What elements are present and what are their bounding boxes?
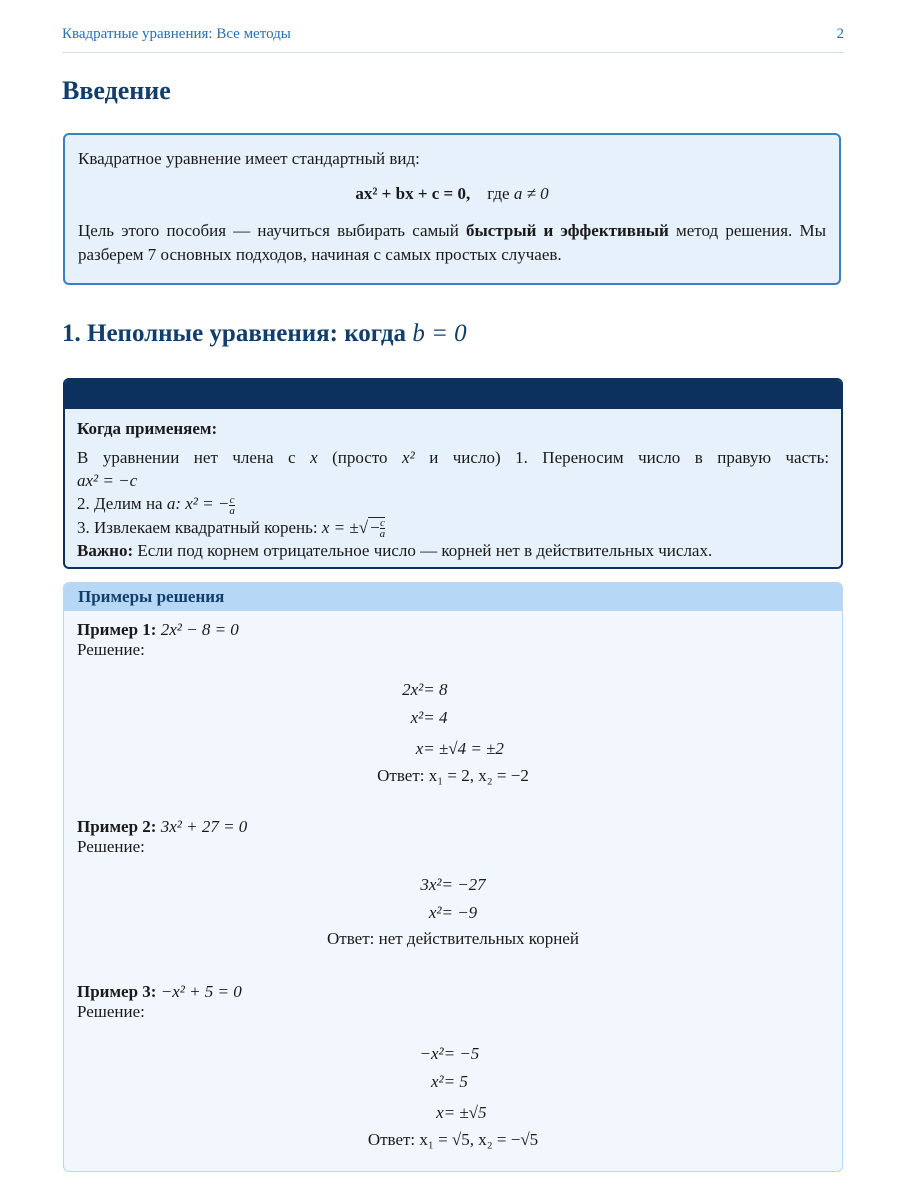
step-rhs: = −9 (441, 903, 478, 922)
step-lhs: x² (430, 1072, 444, 1091)
step-lhs: x (415, 739, 424, 758)
answer: Ответ: нет действительных корней (327, 929, 579, 948)
text: 3. Извлекаем квадратный корень: (77, 517, 318, 537)
intro-goal (78, 219, 826, 267)
rule-line1 (77, 446, 829, 469)
numerator: c (229, 493, 235, 506)
math: x (310, 448, 318, 467)
solution-label: Решение: (77, 640, 145, 659)
intro-heading: Введение (62, 76, 171, 105)
standard-form (78, 182, 826, 206)
section-heading-text: 1. Неполные уравнения: когда (62, 320, 407, 347)
step-rhs: = −27 (441, 875, 486, 894)
example-label: Пример 3: (77, 982, 157, 1001)
answer: Ответ: x₁ = √5, x₂ = −√5 (367, 1130, 539, 1149)
example-equation: −x² + 5 = 0 (160, 982, 242, 1001)
fraction (229, 495, 235, 516)
running-header (62, 16, 844, 53)
section-heading-math: b = 0 (412, 320, 467, 347)
denominator: a (229, 504, 235, 517)
rule-box-titlebar (65, 380, 841, 409)
example-1 (77, 620, 829, 785)
text: (просто (332, 448, 388, 467)
rule-step3: 3. Извлекаем квадратный корень: x = ±√ − $\frac{c}{a}$ (77, 517, 386, 541)
example-2 (77, 817, 829, 948)
goal-text-end: метод решения. Мы разберем 7 основных подходов, начиная с самых простых случаев. (78, 221, 826, 264)
important-text: Если под корнем отрицательное число — корней нет в действительных числах. (137, 541, 713, 561)
math: a (166, 494, 176, 513)
formula-cond-word: где (487, 184, 510, 203)
standard-formula: ax² + bx + c = 0, (355, 184, 471, 203)
rule-important (77, 539, 829, 562)
math: x² (402, 448, 415, 467)
step-lhs: −x² (419, 1044, 444, 1063)
formula-condition: a ≠ 0 (513, 184, 549, 203)
rule-step2 (77, 492, 829, 516)
step-rhs: = −5 (443, 1044, 480, 1063)
goal-bold: быстрый и эффективный (465, 221, 669, 240)
goal-text: Цель этого пособия — научиться выбирать самый (78, 221, 459, 240)
example-equation: 3x² + 27 = 0 (160, 817, 248, 836)
step-lhs: 2x² (402, 680, 424, 699)
intro-line: Квадратное уравнение имеет стандартный вид: (78, 149, 420, 168)
rule-box (63, 378, 843, 569)
example-label: Пример 2: (77, 817, 157, 836)
solution-label: Решение: (77, 1002, 145, 1021)
running-title: Квадратные уравнения: Все методы (62, 25, 291, 42)
example-3 (77, 982, 829, 1149)
text: и число) 1. Переносим число в правую часть: (429, 448, 830, 467)
step-lhs: x² (428, 903, 442, 922)
section-heading (62, 320, 467, 348)
step-rhs: = 4 (423, 708, 448, 727)
answer: Ответ: x₁ = 2, x₂ = −2 (377, 766, 529, 785)
math: : x² = − (175, 494, 230, 513)
solution-label: Решение: (77, 837, 145, 856)
text: 2. Делим на (77, 494, 163, 513)
intro-box (63, 133, 841, 285)
examples-box (63, 582, 843, 1172)
examples-title: Примеры решения (64, 583, 842, 611)
text: В уравнении нет члена с (77, 448, 296, 467)
solution-steps (419, 1040, 486, 1130)
solution-steps (420, 871, 485, 927)
math: x = ± (321, 517, 359, 537)
solution-steps (402, 676, 504, 766)
fraction (380, 518, 386, 539)
page-number: 2 (836, 25, 844, 42)
example-label: Пример 1: (77, 620, 157, 639)
rule-title: Когда применяем: (77, 419, 218, 438)
numerator: c (379, 517, 385, 530)
step-rhs: = 8 (423, 680, 448, 699)
example-equation: 2x² − 8 = 0 (160, 620, 239, 639)
denominator: a (379, 528, 386, 541)
step-lhs: x (436, 1103, 444, 1122)
rule-eq: ax² = −c (77, 471, 138, 490)
step-rhs: = ±√4 = ±2 (423, 739, 504, 758)
important-label: Важно: (77, 541, 134, 561)
step-lhs: 3x² (420, 875, 442, 894)
step-rhs: = ±√5 (443, 1103, 487, 1122)
step-lhs: x² (410, 708, 424, 727)
step-rhs: = 5 (443, 1072, 468, 1091)
